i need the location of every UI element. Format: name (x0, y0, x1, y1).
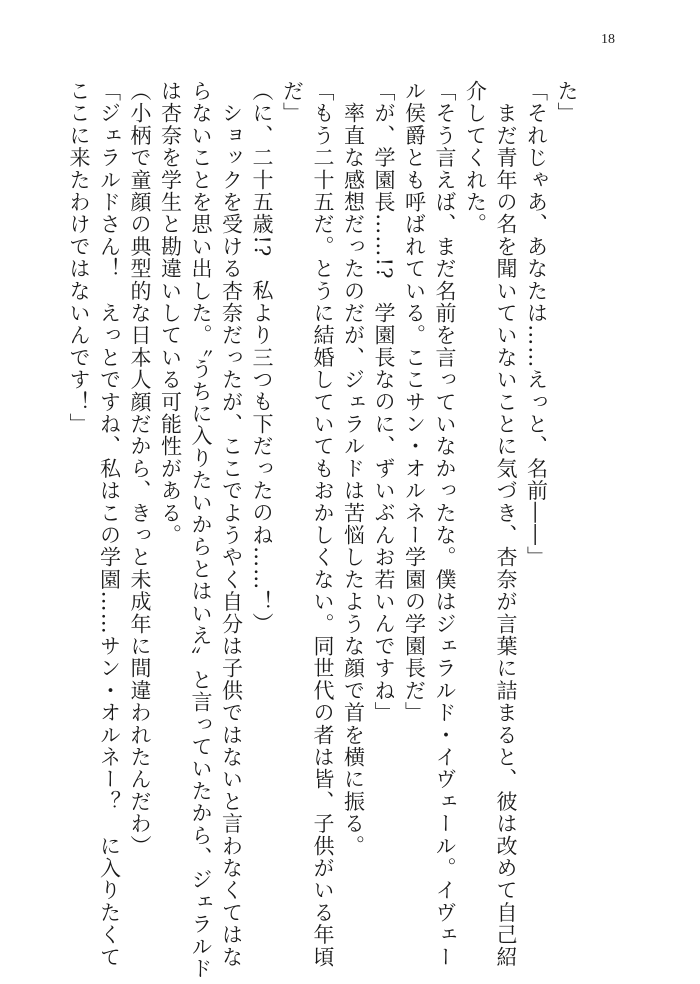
text-line: （小柄で童顔の典型的な日本人顔だから、きっと未成年に間違われたんだわ） (128, 80, 152, 857)
text-line: ここに来たわけではないんです！」 (67, 80, 91, 436)
text-line: まだ青年の名を聞いていないことに気づき、杏奈が言葉に詰まると、彼は改めて自己紹 (494, 80, 518, 968)
text-line: ル侯爵とも呼ばれている。ここサン・オルネー学園の学園長だ」 (402, 80, 427, 724)
page-number: 18 (601, 32, 615, 47)
text-line: らないことを思い出した。〝うちに入りたいからとはいえ〟と言っていたから、ジェラルド (189, 80, 213, 980)
vertical-text-body (64, 80, 583, 980)
text-line: だ」 (280, 80, 305, 125)
text-line: 「が、学園長……!? 学園長なのに、ずいぶんお若いんですね」 (372, 80, 396, 724)
text-line: 「それじゃあ、あなたは……えっと、名前――」 (524, 80, 549, 569)
text-line: は杏奈を学生と勘違いしている可能性がある。 (158, 80, 183, 547)
text-line: （に、二十五歳!? 私より三つも下だったのね……！） (250, 80, 274, 635)
text-line: 「ジェラルドさん！ えっとですね、私はこの学園……サン・オルネー？ に入りたくて (97, 80, 122, 968)
text-line: た」 (555, 80, 579, 125)
text-line: 率直な感想だったのだが、ジェラルドは苦悩したような顔で首を横に振る。 (341, 80, 366, 857)
text-line: ショックを受ける杏奈だったが、ここでようやく自分は子供ではないと言わなくてはな (219, 80, 244, 968)
text-line: 「そう言えば、まだ名前を言っていなかったな。僕はジェラルド・イヴェール。イヴェー (433, 80, 457, 968)
text-line: 「もう二十五だ。とうに結婚していてもおかしくない。同世代の者は皆、子供がいる年頃 (311, 80, 335, 968)
text-line: 介してくれた。 (463, 80, 488, 236)
